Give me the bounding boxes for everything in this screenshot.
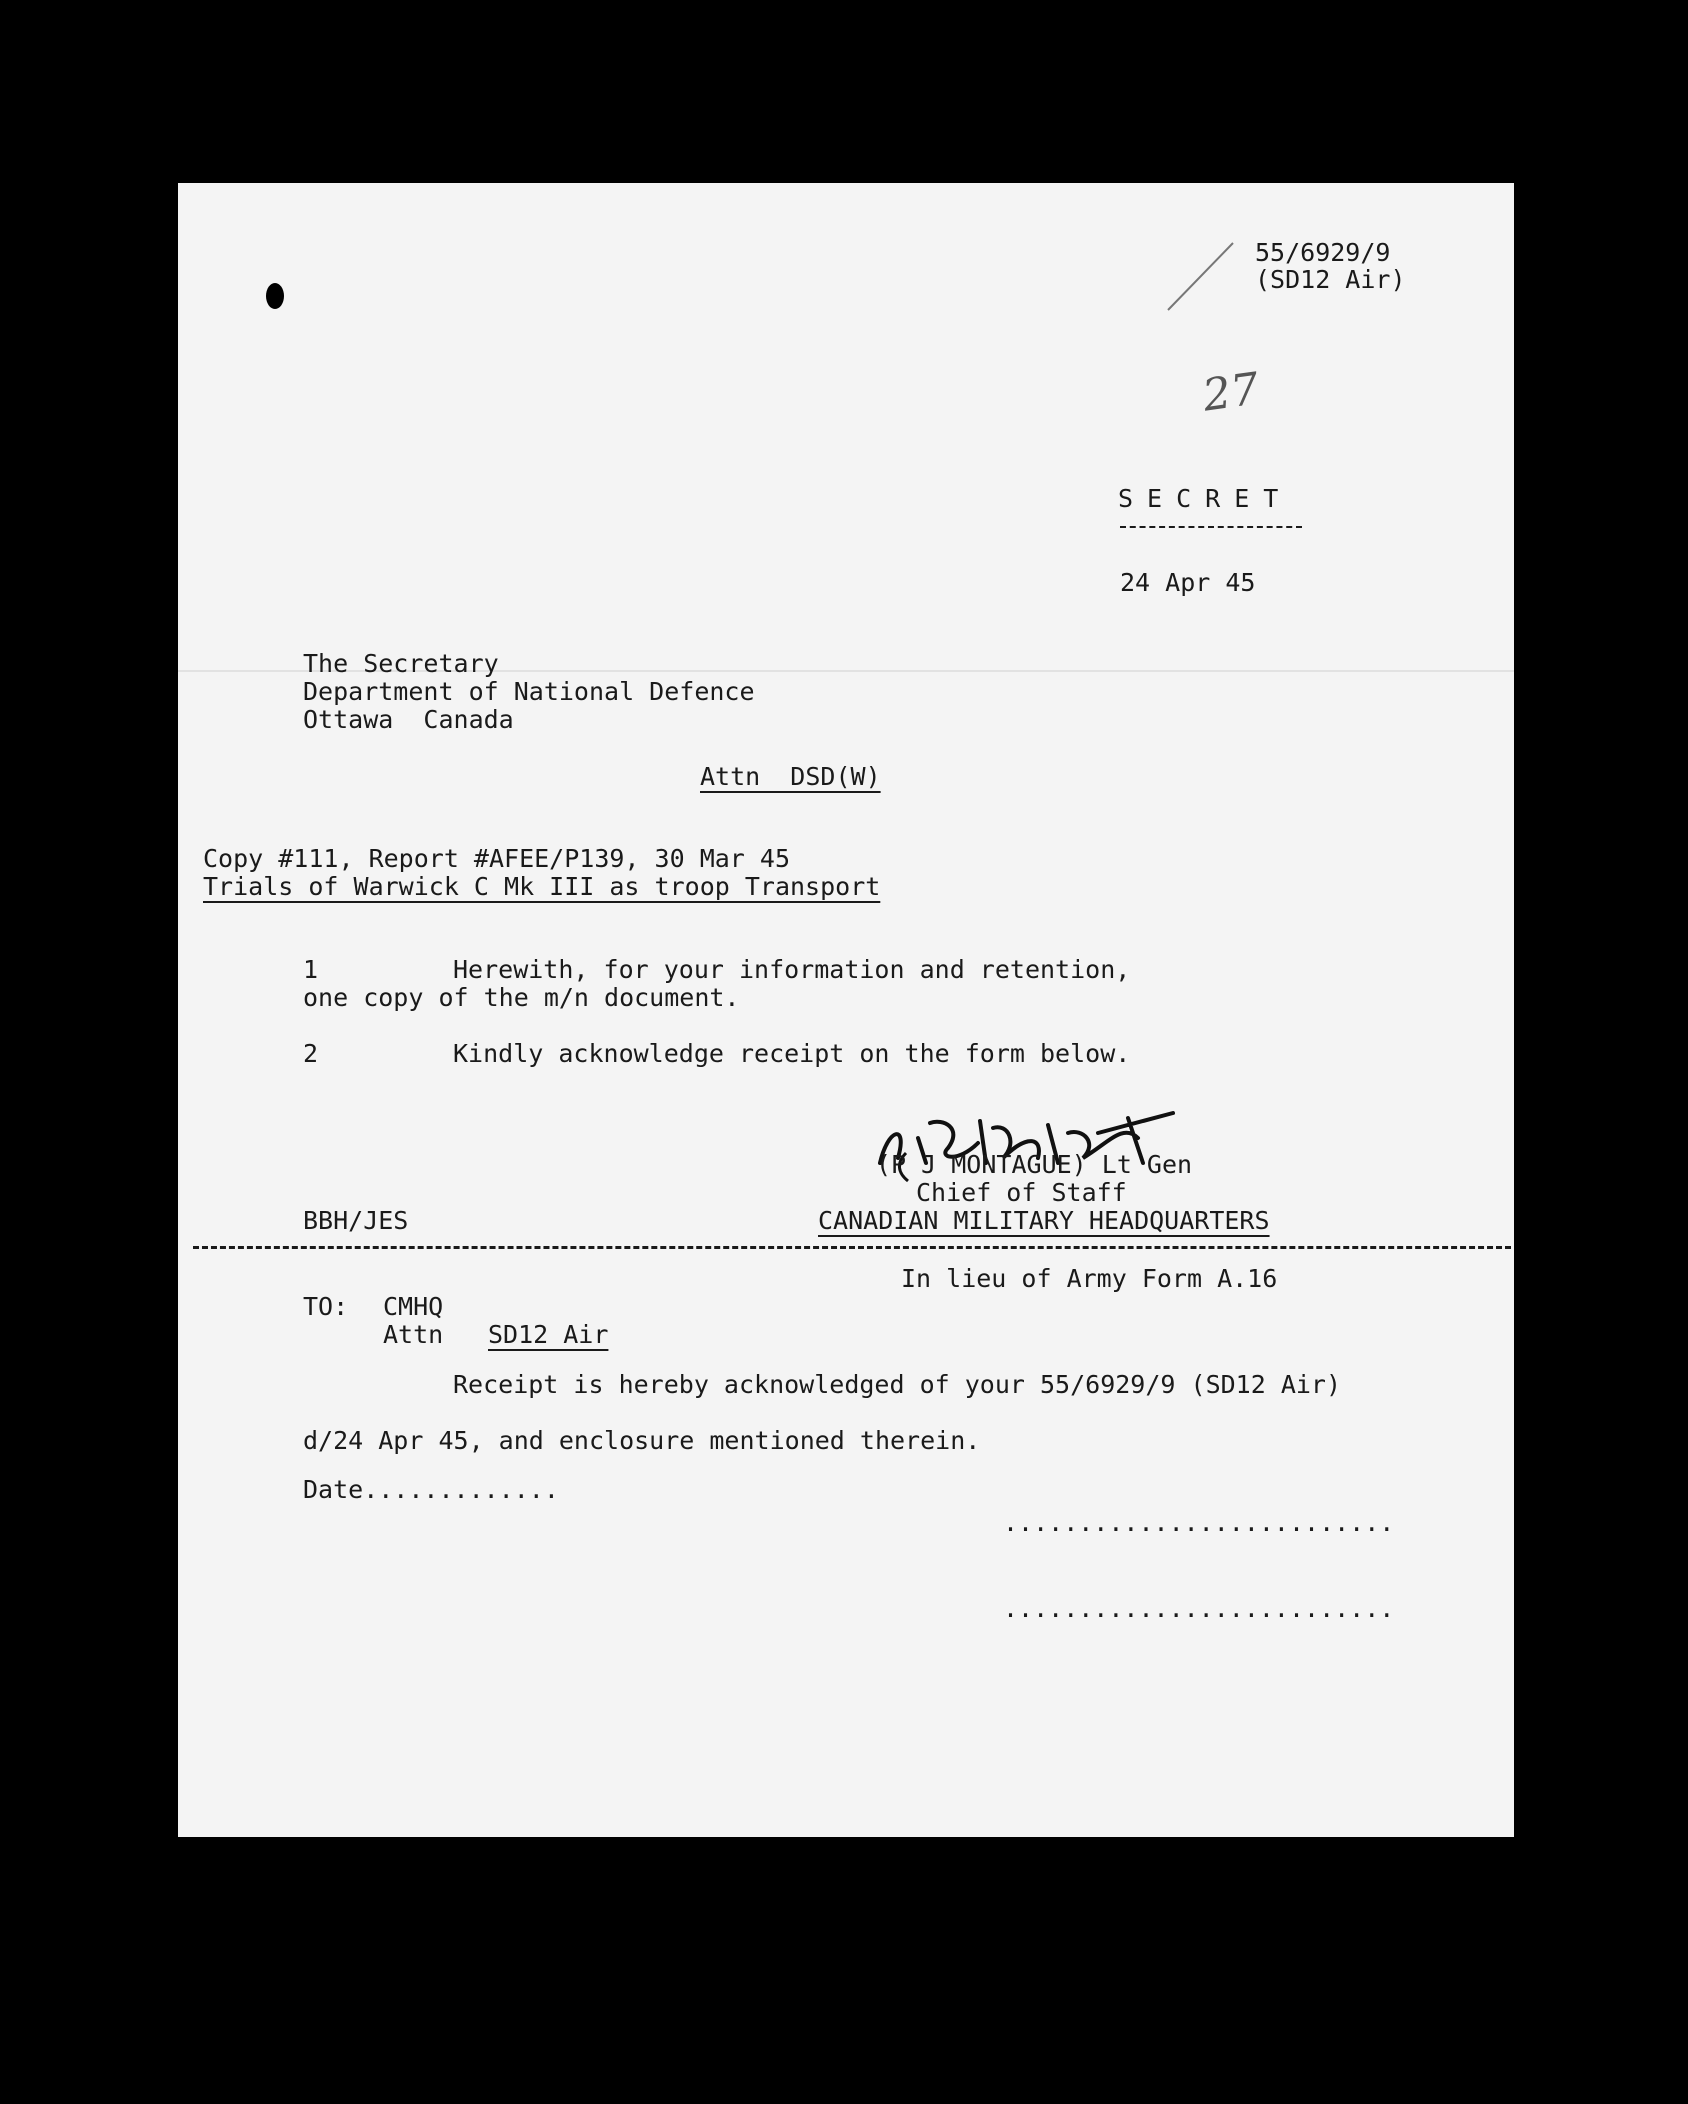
signatory-title: Chief of Staff bbox=[916, 1178, 1127, 1207]
form-note: In lieu of Army Form A.16 bbox=[901, 1264, 1278, 1293]
classification: SECRET bbox=[1118, 484, 1293, 513]
signatory-organization: CANADIAN MILITARY HEADQUARTERS bbox=[818, 1206, 1270, 1235]
paragraph-2-text: Kindly acknowledge receipt on the form below. bbox=[453, 1039, 1131, 1068]
signatory-name: (P J MONTAGUE) Lt Gen bbox=[876, 1150, 1193, 1179]
document-page bbox=[178, 183, 1514, 1837]
receipt-signature-line-2: .......................... bbox=[1003, 1594, 1395, 1623]
receipt-date-field: Date............. bbox=[303, 1475, 559, 1504]
paragraph-1-text: Herewith, for your information and retention, bbox=[453, 955, 1131, 984]
addressee-line-3: Ottawa Canada bbox=[303, 705, 514, 734]
subject-line-2: Trials of Warwick C Mk III as troop Transport bbox=[203, 872, 881, 901]
receipt-body-line-1: Receipt is hereby acknowledged of your 55/6929/9 (SD12 Air) bbox=[453, 1370, 1342, 1399]
attention-line: Attn DSD(W) bbox=[700, 762, 881, 791]
typist-initials: BBH/JES bbox=[303, 1206, 409, 1235]
receipt-to-label: TO: bbox=[303, 1292, 349, 1321]
pencil-stroke bbox=[1163, 238, 1238, 313]
receipt-attn-label: Attn bbox=[383, 1320, 444, 1349]
receipt-body-line-2: d/24 Apr 45, and enclosure mentioned therein. bbox=[303, 1426, 981, 1455]
letter-date: 24 Apr 45 bbox=[1120, 568, 1256, 597]
addressee-line-2: Department of National Defence bbox=[303, 677, 755, 706]
file-section: (SD12 Air) bbox=[1255, 265, 1406, 294]
classification-underline bbox=[1120, 526, 1302, 528]
tear-off-line bbox=[193, 1246, 1511, 1249]
file-number: 55/6929/9 bbox=[1255, 238, 1391, 267]
receipt-attn-value: SD12 Air bbox=[488, 1320, 609, 1349]
receipt-signature-line-1: .......................... bbox=[1003, 1508, 1395, 1537]
receipt-to-value: CMHQ bbox=[383, 1292, 444, 1321]
paragraph-1-number: 1 bbox=[303, 955, 319, 984]
handwritten-folio: 27 bbox=[1199, 363, 1263, 422]
subject-line-1: Copy #111, Report #AFEE/P139, 30 Mar 45 bbox=[203, 844, 790, 873]
punch-hole bbox=[266, 283, 284, 309]
paragraph-1-continuation: one copy of the m/n document. bbox=[303, 983, 740, 1012]
paragraph-2-number: 2 bbox=[303, 1039, 319, 1068]
addressee-line-1: The Secretary bbox=[303, 649, 499, 678]
